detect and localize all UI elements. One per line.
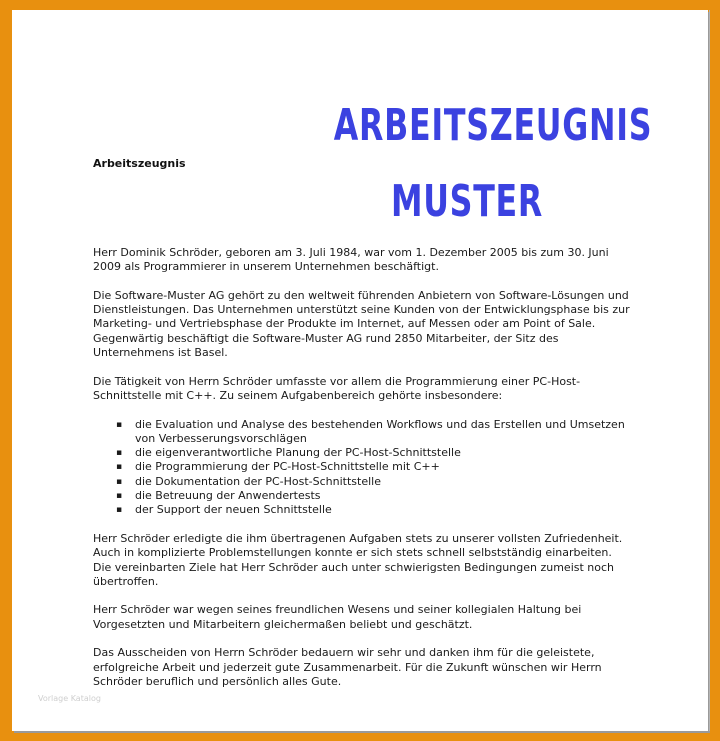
overlay-title-line-1: ARBEITSZEUGNIS [333, 100, 653, 151]
overlay-title [333, 88, 653, 239]
overlay-title-line-2: MUSTER [390, 175, 544, 227]
bullet-icon: ▪ [116, 476, 123, 487]
list-item: ▪ die eigenverantwortliche Planung der PC-Host-Schnittstelle [116, 446, 461, 460]
document-heading: Arbeitszeugnis [93, 157, 186, 170]
list-item: ▪ die Betreuung der Anwendertests [116, 489, 321, 503]
paragraph-farewell: Das Ausscheiden von Herrn Schröder bedauern wir sehr und danken ihm für die geleistete, erfolgreiche Arbeit und jederzeit gute Zusammenarbeit. Für die Zukunft wünschen wir Herrn Schröder beruflich und persönlich alles Gute. [93, 646, 602, 688]
document-body [93, 246, 633, 704]
bullet-icon: ▪ [116, 448, 123, 459]
task-list [93, 418, 633, 518]
bullet-icon: ▪ [116, 491, 123, 502]
bullet-icon: ▪ [116, 419, 123, 430]
paragraph-conduct: Herr Schröder war wegen seines freundlichen Wesens und seiner kollegialen Haltung bei Vorgesetzten und Mitarbeitern gleichermaßen beliebt und geschätzt. [93, 603, 582, 631]
paragraph-duties: Die Tätigkeit von Herrn Schröder umfasste vor allem die Programmierung einer PC-Host-Schnittstelle mit C++. Zu seinem Aufgabenbereich gehörte insbesondere: [93, 374, 581, 402]
paragraph-performance: Herr Schröder erledigte die ihm übertragenen Aufgaben stets zu unserer vollsten Zufriedenheit. Auch in komplizierte Problemstellungen konnte er sich stets schnell selbstständig einarbeiten. Die vereinbarten Ziele hat Herr Schröder auch unter schwierigsten Bedingungen zumeist noch übertroffen. [93, 531, 623, 588]
list-item: ▪ der Support der neuen Schnittstelle [116, 503, 332, 517]
bullet-icon: ▪ [116, 462, 123, 473]
list-item: ▪ die Dokumentation der PC-Host-Schnittstelle [116, 474, 381, 488]
page-edge-divider [709, 10, 710, 731]
watermark: Vorlage Katalog [38, 694, 101, 703]
paragraph-employment: Herr Dominik Schröder, geboren am 3. Juli 1984, war vom 1. Dezember 2005 bis zum 30. Juni 2009 als Programmierer in unserem Unternehmen beschäftigt. [93, 246, 609, 274]
paragraph-company: Die Software-Muster AG gehört zu den weltweit führenden Anbietern von Software-Lösungen und Dienstleistungen. Das Unternehmen unterstützt seine Kunden von der Entwicklungsphase bis zur Marketing- und Vertriebsphase der Produkte im Internet, auf Messen oder am Point of Sale. Gegenwärtig beschäftigt die Software-Muster AG rund 2850 Mitarbeiter, der Sitz des Unternehmens ist Basel. [93, 288, 630, 360]
bullet-icon: ▪ [116, 505, 123, 516]
list-item: ▪ die Programmierung der PC-Host-Schnittstelle mit C++ [116, 460, 440, 474]
list-item: ▪ die Evaluation und Analyse des bestehenden Workflows und das Erstellen und Umsetzen von Verbesserungsvorschlägen [116, 417, 625, 445]
